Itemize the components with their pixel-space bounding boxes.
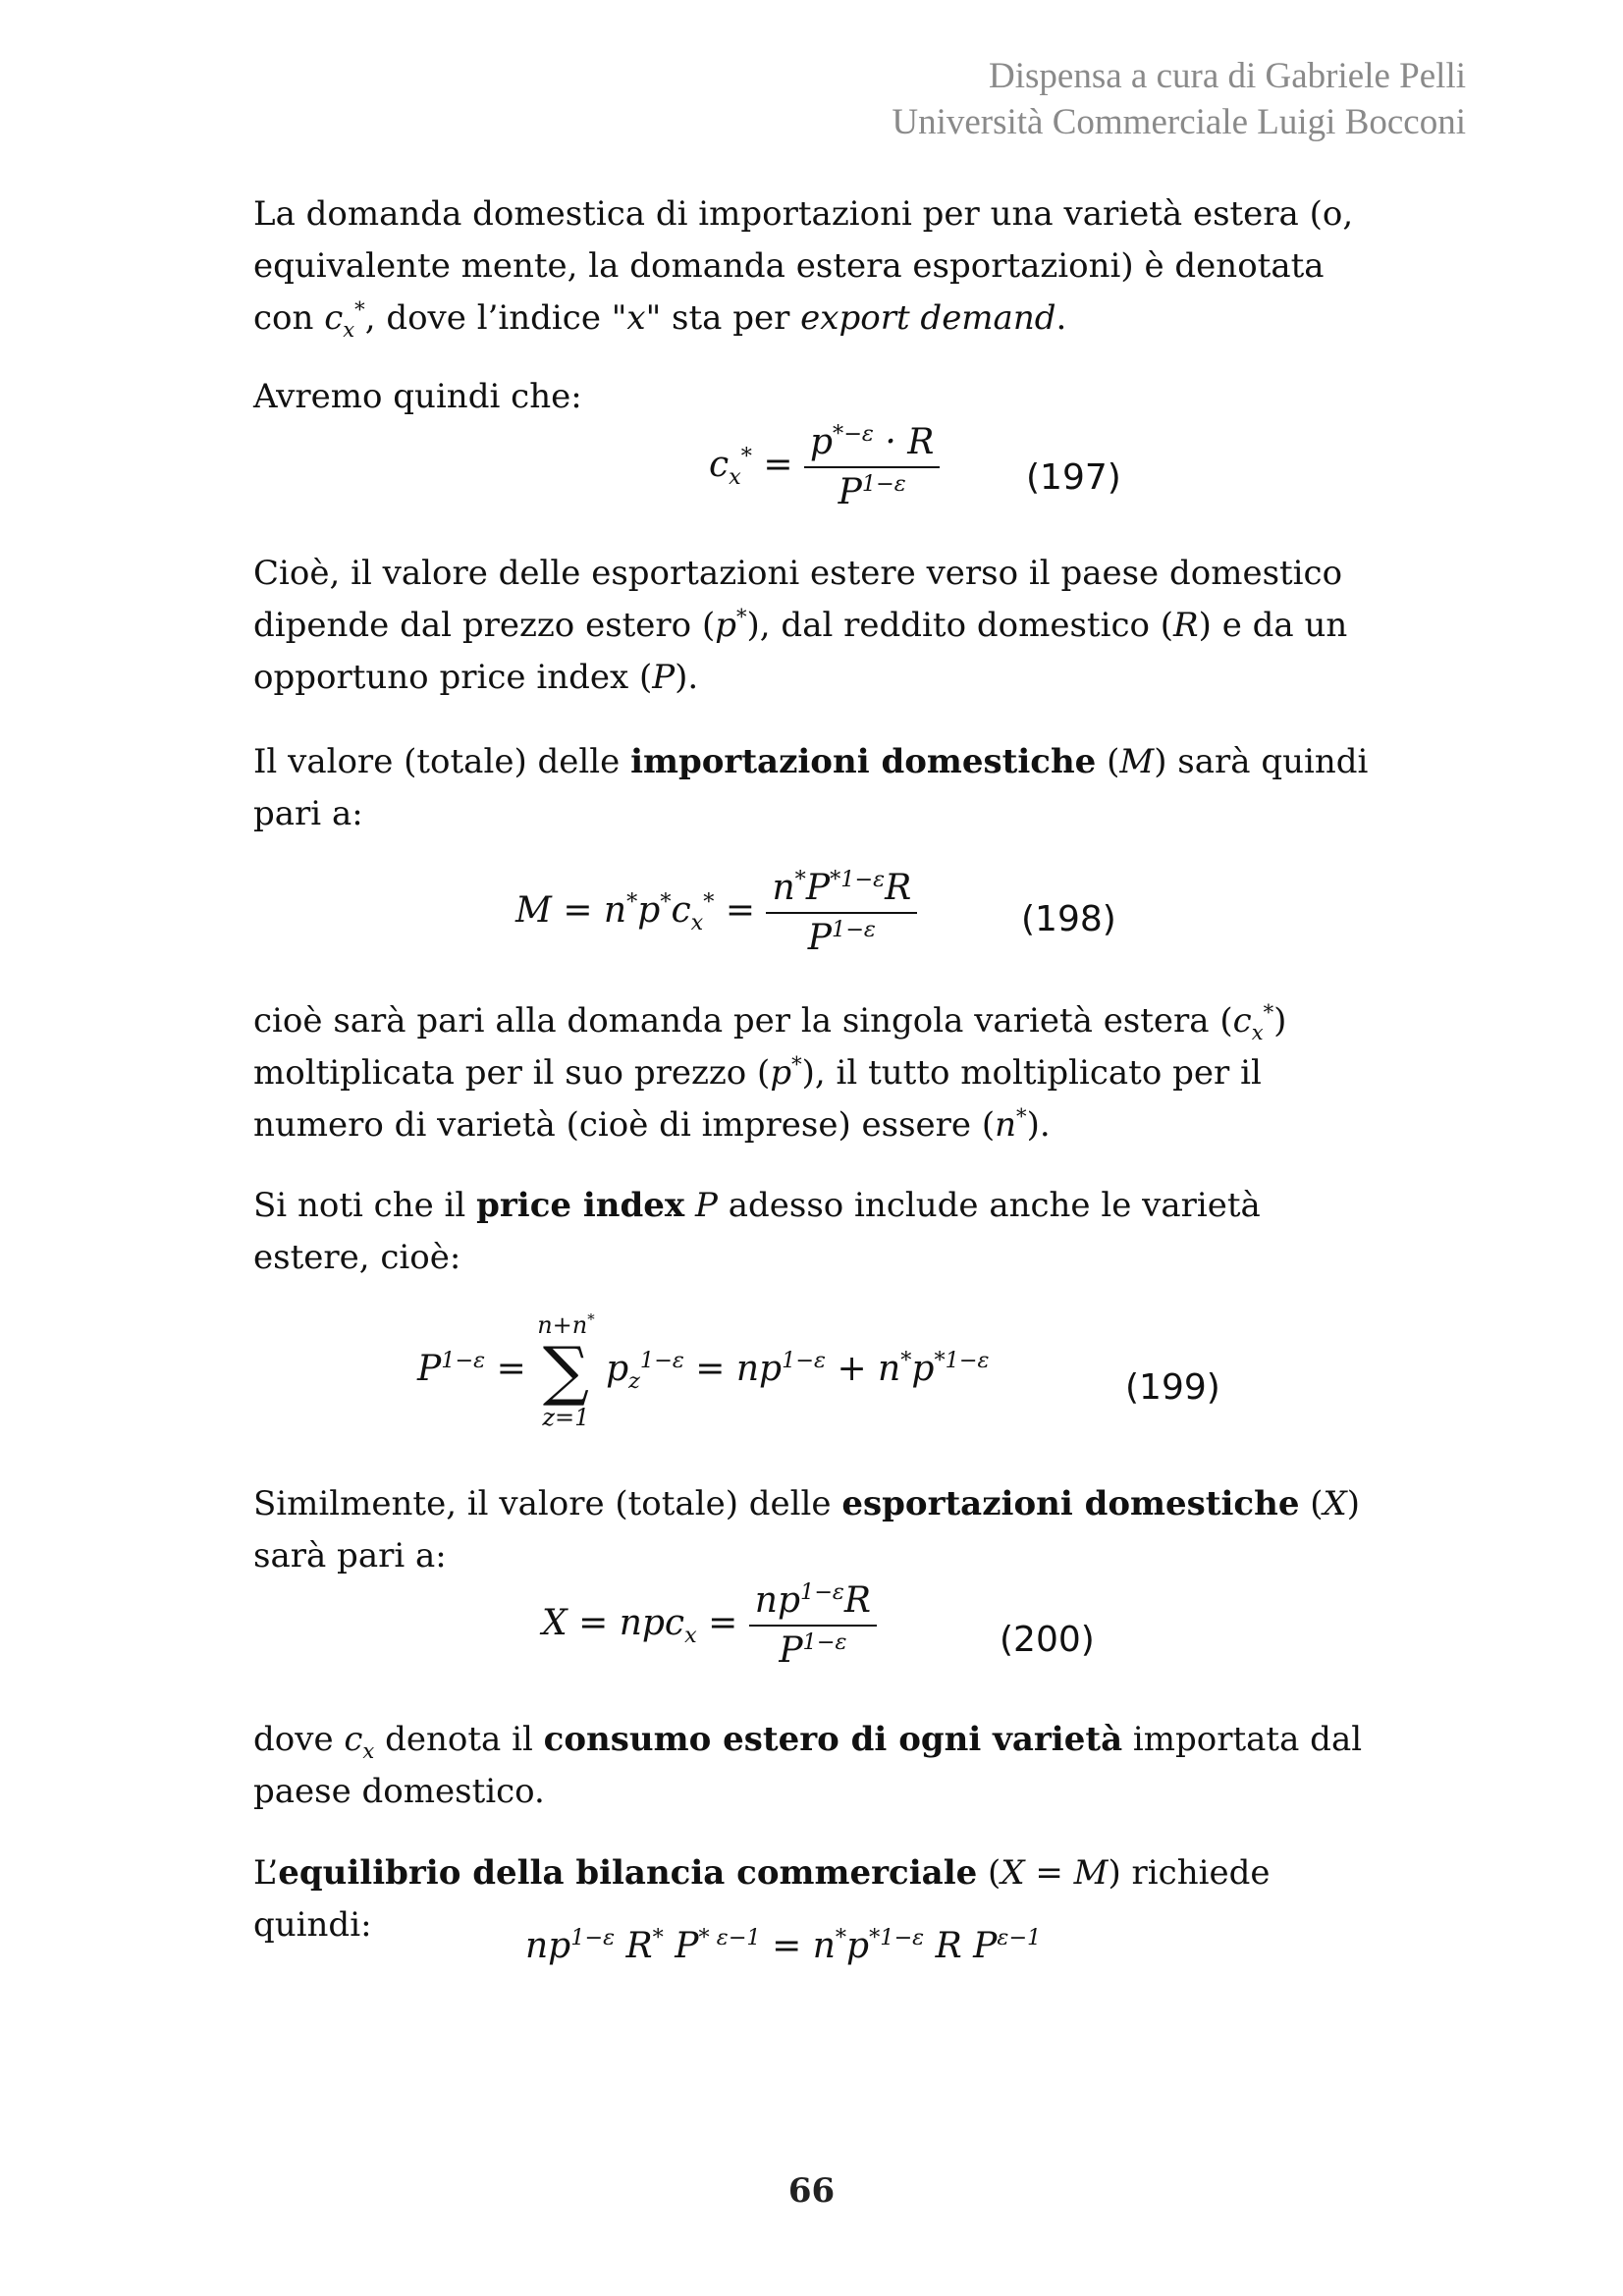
paragraph-avremo: Avremo quindi che: [253,377,582,416]
paragraph-export-demand: La domanda domestica di importazioni per una varietà estera (o, equivalente mente, la domanda estera esportazioni) è denotata con $c_x^*$, dove l’indice "x" sta per export demand. [253,194,1354,342]
math-cx-star: $c_x^*$ [324,296,365,342]
page-number: 66 [787,2171,836,2211]
paragraph-domanda-singola: cioè sarà pari alla domanda per la singola varietà estera $(c_x^*)$ moltiplicata per il suo prezzo (p*), il tutto moltiplicato per il numero di varietà (cioè di imprese) essere (n*). [253,999,1287,1145]
paragraph-importazioni: Il valore (totale) delle importazioni domestiche (M) sarà quindi pari a: [253,742,1369,833]
paragraph-esportazioni: Similmente, il valore (totale) delle esportazioni domestiche (X) sarà pari a: [253,1484,1361,1575]
equation-number-198: (198) [1021,899,1116,939]
running-header [892,53,1466,145]
equation-200: X = npc$_x$ = $\frac{np^{1-\varepsilon}R}{P^{1-\varepsilon}}$ [542,1580,877,1671]
paragraph-consumo-estero: dove $c_x$ denota il consumo estero di ogni varietà importata dal paese domestico. [253,1720,1363,1811]
header-line-2: Università Commerciale Luigi Bocconi [892,102,1466,142]
paragraph-cioe: Cioè, il valore delle esportazioni estere verso il paese domestico dipende dal prezzo estero (p*), dal reddito domestico (R) e da un opportuno price index (P). [253,554,1348,697]
paragraph-price-index: Si noti che il price index P adesso include anche le varietà estere, cioè: [253,1186,1261,1277]
header-line-1: Dispensa a cura di Gabriele Pelli [989,56,1466,96]
equation-198: $M = n^*p^*c_x^*$ = $\frac{n^*P^{*1-\varepsilon}R}{P^{1-\varepsilon}}$ [515,868,917,958]
equation-197: $c_x^*$ = $\frac{p^{*-\varepsilon} \cdot R}{P^{1-\varepsilon}}$ [709,422,940,512]
equation-number-197: (197) [1026,457,1121,498]
paragraph-equilibrio: L’equilibrio della bilancia commerciale (X = M) richiede quindi: [253,1853,1271,1945]
equation-number-200: (200) [1000,1620,1095,1660]
equation-199: $P^{1-\varepsilon}$ = n+n* ∑ z=1 $p_z^{1-\varepsilon} = np^{1-\varepsilon} + n^*p^{*1-\varepsilon}$ [417,1310,990,1431]
equation-trade-balance: $np^{1-\varepsilon}$ R* $P^{* \varepsilon-1} = n^*p^{*1-\varepsilon}$ R $P^{\varepsilon-1}$ [525,1925,1042,1966]
equation-number-199: (199) [1125,1367,1220,1408]
